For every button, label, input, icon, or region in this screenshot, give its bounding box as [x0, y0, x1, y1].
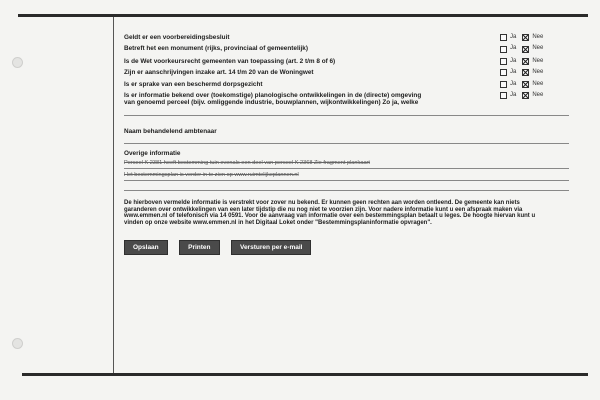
- other-info-rule-1: [124, 168, 569, 169]
- question-text: Is er sprake van een beschermd dorpsgezicht: [124, 80, 263, 88]
- other-info-line-1: Perceel K 2381 heeft bestemming tuin evenals een deel van perceel K 2368 Zie fragment plankaart: [124, 159, 370, 166]
- question-row: [124, 69, 576, 76]
- question-text: Zijn er aanschrijvingen inzake art. 14 t/m 20 van de Woningwet: [124, 69, 314, 77]
- no-checkbox[interactable]: [522, 34, 529, 41]
- answer-options: [500, 92, 549, 99]
- question-row: [124, 81, 576, 88]
- email-button[interactable]: Versturen per e-mail: [231, 240, 312, 255]
- other-info-rule-2: [124, 180, 569, 181]
- other-info-rule-3: [124, 190, 569, 191]
- no-checkbox[interactable]: [522, 69, 529, 76]
- no-label: Nee: [532, 57, 544, 64]
- no-checkbox[interactable]: [522, 46, 529, 53]
- yes-label: Ja: [510, 80, 517, 87]
- yes-checkbox[interactable]: [500, 69, 507, 76]
- question-text: Betreft het een monument (rijks, provinciaal of gemeentelijk): [124, 45, 308, 53]
- answer-options: [500, 45, 549, 52]
- save-button[interactable]: Opslaan: [124, 240, 168, 255]
- official-name-label: Naam behandelend ambtenaar: [124, 127, 217, 135]
- yes-label: Ja: [510, 34, 517, 40]
- yes-checkbox[interactable]: [500, 92, 507, 99]
- other-info-label: Overige informatie: [124, 149, 181, 157]
- yes-checkbox[interactable]: [500, 81, 507, 88]
- left-margin-line: [113, 17, 114, 373]
- disclaimer-text: De hierboven vermelde informatie is verstrekt voor zover nu bekend. Er kunnen geen rechten aan worden ontleend. De gemeente kan niets garanderen over ontwikkelingen van een later tijdstip die nu nog niet te voorzien zijn. Voor nadere informatie kunt u een afspraak maken via www.emmen.nl of telefonisch via 14 0591. Voor de aanvraag van informatie over een bestemmingsplan betaalt u leges. De hoogte hiervan kunt u vinden op onze website www.emmen.nl in het Digitaal Loket onder "Bestemmingsplaninformatie opvragen".: [124, 199, 536, 227]
- other-info-line-2: Het bestemmingsplan is verder in te zien op www.ruimtelijkeplannen.nl: [124, 171, 299, 178]
- answer-options: [500, 81, 549, 88]
- no-label: Nee: [532, 92, 544, 99]
- question-text: Is de Wet voorkeursrecht gemeenten van toepassing (art. 2 t/m 8 of 6): [124, 57, 336, 65]
- yes-label: Ja: [510, 92, 517, 99]
- no-label: Nee: [532, 34, 544, 40]
- button-row: [124, 236, 576, 255]
- question-text: Is er informatie bekend over (toekomstige) planologische ontwikkelingen in de (directe) omgeving van genoemd perceel (bijv. omliggende industrie, bouwplannen, wijkontwikkelingen) Zo ja, welke: [124, 92, 422, 107]
- yes-label: Ja: [510, 69, 517, 76]
- print-button[interactable]: Printen: [179, 240, 219, 255]
- answer-options: [500, 69, 549, 76]
- yes-label: Ja: [510, 57, 517, 64]
- yes-label: Ja: [510, 45, 517, 52]
- top-rule: [18, 14, 588, 17]
- no-checkbox[interactable]: [522, 58, 529, 65]
- question-row: [124, 58, 576, 65]
- question-text: Geldt er een voorbereidingsbesluit: [124, 34, 230, 41]
- no-label: Nee: [532, 80, 544, 87]
- yes-checkbox[interactable]: [500, 58, 507, 65]
- yes-checkbox[interactable]: [500, 34, 507, 41]
- punch-hole-top: [12, 57, 23, 68]
- no-label: Nee: [532, 45, 544, 52]
- answer-options: [500, 58, 549, 65]
- bottom-rule: [22, 373, 588, 376]
- no-checkbox[interactable]: [522, 81, 529, 88]
- official-name-line: [124, 143, 569, 144]
- answer-line: [124, 115, 569, 116]
- question-row: [124, 92, 576, 107]
- no-label: Nee: [532, 69, 544, 76]
- no-checkbox[interactable]: [522, 92, 529, 99]
- punch-hole-bottom: [12, 338, 23, 349]
- answer-options: [500, 34, 549, 41]
- yes-checkbox[interactable]: [500, 46, 507, 53]
- question-row: [124, 34, 576, 41]
- question-row: [124, 45, 576, 52]
- form-content: [124, 30, 576, 255]
